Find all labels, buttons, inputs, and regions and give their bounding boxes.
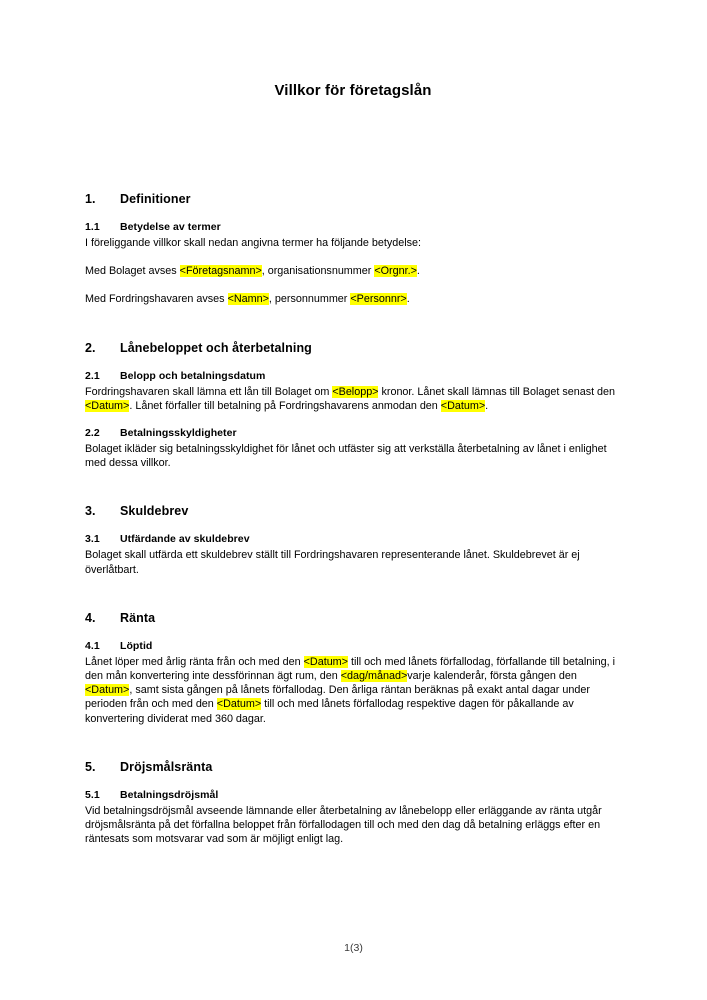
paragraph <box>85 292 621 306</box>
section-heading-5 <box>85 759 621 775</box>
section-heading-3 <box>85 503 621 519</box>
subsection-number: 2.2 <box>85 427 100 440</box>
highlighted-placeholder: <Datum> <box>216 698 262 711</box>
section-heading-2 <box>85 340 621 356</box>
section-number: 5. <box>85 759 96 774</box>
text-run: kronor. Lånet skall lämnas till Bolaget senast den <box>378 385 616 398</box>
text-run: . <box>406 293 410 306</box>
paragraph <box>85 442 621 470</box>
section-title: Skuldebrev <box>120 504 189 519</box>
subsection-heading-1-1 <box>85 220 621 234</box>
subsection-spacer <box>85 626 621 639</box>
section-spacer <box>85 470 621 503</box>
subsection-heading-5-1 <box>85 788 621 802</box>
section-heading-1 <box>85 191 621 207</box>
paragraph <box>85 548 621 576</box>
paragraph-spacer <box>85 250 621 264</box>
text-run: I föreliggande villkor skall nedan angivna termer ha följande betydelse: <box>85 237 421 249</box>
text-run: . <box>416 265 420 278</box>
highlighted-placeholder: <Belopp> <box>332 385 379 398</box>
subsection-title: Betalningsdröjsmål <box>120 788 219 801</box>
text-run: Lånet löper med årlig ränta från och med den <box>85 655 304 668</box>
section-number: 2. <box>85 340 96 355</box>
section-heading-4 <box>85 610 621 626</box>
subsection-heading-4-1 <box>85 639 621 653</box>
subsection-spacer <box>85 519 621 532</box>
text-run: . <box>485 399 489 412</box>
text-run: Vid betalningsdröjsmål avseende lämnande eller återbetalning av lånebelopp eller erläggande av ränta utgår dröjsmålsränta på det förfallna beloppet från förfallodagen till och med den dag då betalning erläggs efter en räntesats som motsvarar vad som är möjligt enligt lag. <box>85 804 602 846</box>
subsection-heading-2-1 <box>85 369 621 383</box>
text-run: till och med lånets förfallodag, förfallande till betalning, i den mån konvertering inte dessförinnan ägt rum, den <box>85 655 616 683</box>
title-spacer <box>85 100 621 191</box>
highlighted-placeholder: <Orgnr.> <box>374 265 417 278</box>
page-title: Villkor för företagslån <box>274 82 432 99</box>
text-run: varje kalenderår, första gången den <box>407 670 577 683</box>
section-number: 1. <box>85 192 96 206</box>
subsection-title: Löptid <box>120 639 153 652</box>
text-run: . Lånet förfaller till betalning på Fordringshavarens anmodan den <box>129 399 441 412</box>
subsection-heading-3-1 <box>85 532 621 546</box>
text-run: Med Bolaget avses <box>85 265 180 278</box>
highlighted-placeholder: <Personnr> <box>350 293 407 306</box>
text-run: till och med lånets förfallodag respektive dagen för påkallande av konvertering dividerat med 360 dagar. <box>85 698 574 725</box>
highlighted-placeholder: <Namn> <box>227 293 269 306</box>
section-title: Ränta <box>120 610 156 625</box>
highlighted-placeholder: <Datum> <box>85 399 130 412</box>
highlighted-placeholder: <Datum> <box>440 399 486 412</box>
document-content <box>85 0 621 846</box>
highlighted-placeholder: <Datum> <box>85 684 130 697</box>
paragraph <box>85 655 621 726</box>
highlighted-placeholder: <Företagsnamn> <box>179 265 262 278</box>
subsection-spacer <box>85 356 621 369</box>
paragraph <box>85 236 621 250</box>
text-run: , organisationsnummer <box>261 265 375 278</box>
paragraph <box>85 385 621 413</box>
subsection-number: 2.1 <box>85 369 100 382</box>
page-number-footer: 1(3) <box>344 942 363 954</box>
subsection-title: Betydelse av termer <box>120 221 221 233</box>
subsection-number: 4.1 <box>85 639 100 652</box>
subsection-number: 5.1 <box>85 788 100 801</box>
subsection-spacer <box>85 207 621 220</box>
subsection-spacer <box>85 413 621 426</box>
subsection-title: Utfärdande av skuldebrev <box>120 533 250 546</box>
section-title: Lånebeloppet och återbetalning <box>120 340 312 355</box>
subsection-title: Betalningsskyldigheter <box>120 427 237 440</box>
section-title: Dröjsmålsränta <box>120 759 213 774</box>
section-title: Definitioner <box>120 192 191 206</box>
subsection-number: 1.1 <box>85 221 100 233</box>
subsection-heading-2-2 <box>85 426 621 440</box>
section-number: 4. <box>85 610 96 625</box>
paragraph <box>85 804 621 847</box>
text-run: Bolaget ikläder sig betalningsskyldighet för lånet och utfäster sig att verkställa återbetalning av lånet i enlighet med dessa villkor. <box>85 443 607 470</box>
text-run: Med Fordringshavaren avses <box>85 293 228 306</box>
subsection-title: Belopp och betalningsdatum <box>120 369 266 382</box>
subsection-number: 3.1 <box>85 533 100 546</box>
sections-container <box>85 191 621 846</box>
section-spacer <box>85 726 621 759</box>
highlighted-placeholder: <Datum> <box>303 655 348 668</box>
text-run: Bolaget skall utfärda ett skuldebrev ställt till Fordringshavaren representerande lånet. Skuldebrevet är ej överlåtbart. <box>85 549 580 576</box>
section-number: 3. <box>85 504 96 519</box>
highlighted-placeholder: <dag/månad> <box>340 670 408 683</box>
subsection-spacer <box>85 775 621 788</box>
paragraph <box>85 264 621 278</box>
text-run: , samt sista gången på lånets förfallodag. Den årliga räntan beräknas på exakt antal dagar under perioden från och med den <box>85 684 590 711</box>
text-run: , personnummer <box>268 293 351 306</box>
section-spacer <box>85 307 621 340</box>
paragraph-spacer <box>85 278 621 292</box>
text-run: Fordringshavaren skall lämna ett lån till Bolaget om <box>85 385 333 398</box>
section-spacer <box>85 577 621 610</box>
